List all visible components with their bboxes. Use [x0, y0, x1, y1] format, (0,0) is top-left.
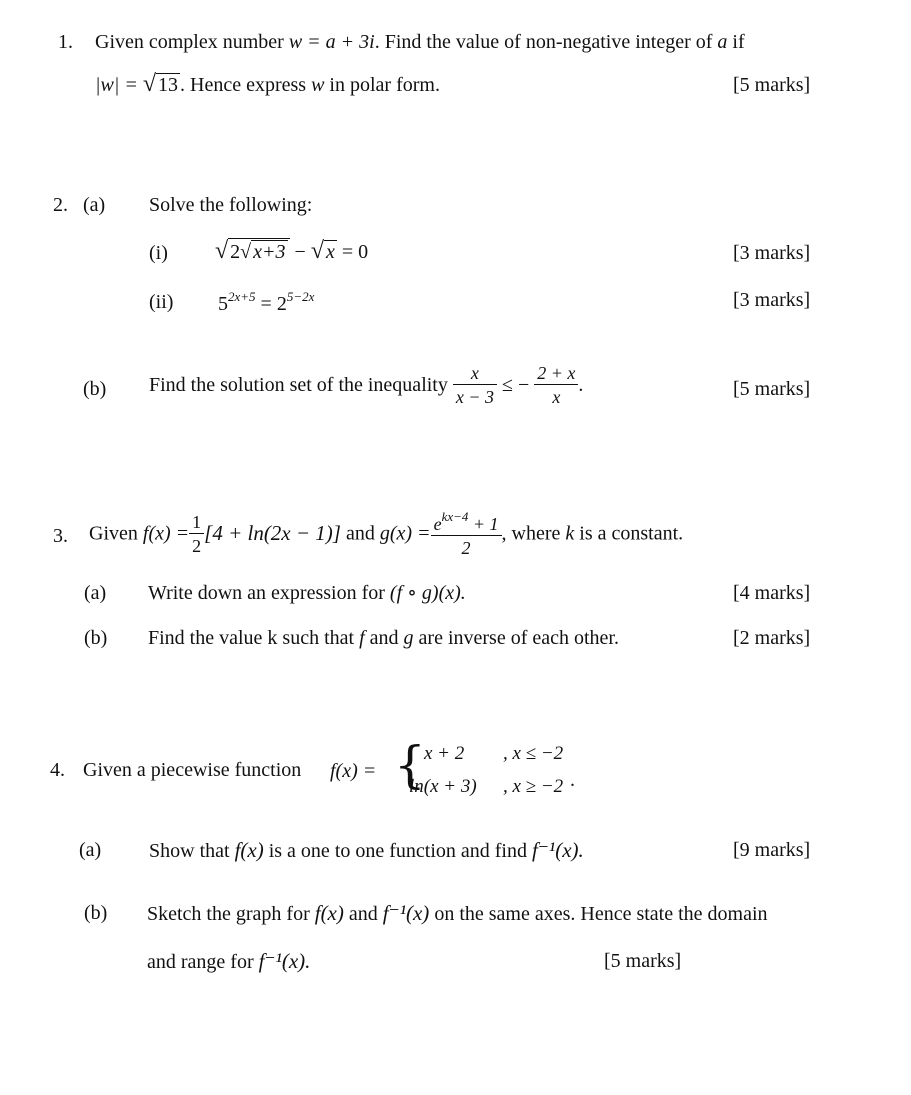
q3-g-fraction: $\frac{e^{kx-4} + 1}{2}$	[431, 510, 502, 557]
q1-line1	[95, 32, 745, 52]
q3-half-fraction: $\frac{1}{2}$	[189, 513, 204, 555]
sqrt-symbol-icon: √	[215, 238, 229, 264]
q2b-label: (b)	[83, 378, 107, 400]
q1-modulus: |w| =	[95, 74, 138, 96]
q4-text: Given a piecewise function	[83, 759, 302, 781]
q4b-text-line1: Sketch the graph for f(x) and f⁻¹(x) on the same axes. Hence state the domain	[147, 901, 768, 925]
q1-text-if: if	[732, 31, 745, 53]
q4-case2-cond: , x ≥ −2	[503, 776, 564, 797]
q4a-inverse: f⁻¹(x).	[532, 838, 584, 862]
q2aii-equation: $5^{2x+5} = 2^{5-2x}$	[218, 289, 315, 315]
q2ai-sqrt-x: x	[325, 241, 335, 263]
q3b-label: (b)	[84, 627, 108, 649]
q1-text-hence: . Hence express	[180, 74, 307, 96]
q1-sqrt-arg: 13	[158, 74, 179, 96]
q1-marks: [5 marks]	[733, 74, 811, 96]
q4b-marks: [5 marks]	[604, 950, 682, 972]
q4-f-lhs: f(x) =	[330, 760, 377, 782]
q3a-label: (a)	[84, 582, 107, 604]
q2-number: 2.	[53, 194, 68, 216]
q4-case1-expr: x + 2	[424, 743, 465, 764]
q2ai-label: (i)	[149, 242, 168, 264]
q1-line2	[95, 72, 440, 96]
q3a-composite-expr: (f ∘ g)(x).	[389, 582, 466, 604]
q4a-marks: [9 marks]	[733, 839, 811, 861]
q3b-text: Find the value k such that f and g are inverse of each other.	[148, 627, 619, 649]
q4b-text-line2: and range for f⁻¹(x).	[147, 949, 311, 973]
q1-text-given: Given complex number	[95, 31, 284, 53]
sqrt-symbol-icon: √	[142, 71, 157, 97]
q1-number: 1.	[58, 31, 73, 53]
q3a-text: Write down an expression for (f ∘ g)(x).	[148, 582, 466, 604]
q3b-marks: [2 marks]	[733, 627, 811, 649]
q2b-marks: [5 marks]	[733, 378, 811, 400]
q2aii-label: (ii)	[149, 291, 174, 313]
q3-statement: Given f(x) = $\frac{1}{2}$ [4 + ln(2x − 1)] and g(x) = $\frac{e^{kx-4} + 1}{2}$ , where k is a constant.	[89, 509, 684, 558]
q2b-text: Find the solution set of the inequality $\frac{x}{x - 3}$ ≤ − $\frac{2 + x}{x}$ .	[149, 363, 584, 407]
q2aii-marks: [3 marks]	[733, 289, 811, 311]
q1-text-find: . Find the value of non-negative integer of	[374, 31, 713, 53]
q2a-label: (a)	[83, 194, 106, 216]
q1-var-w: w	[311, 74, 325, 96]
q2b-fraction-right: $\frac{2 + x}{x}$	[534, 364, 578, 406]
q4b-label: (b)	[84, 902, 108, 924]
q4a-text: Show that f(x) is a one to one function and find f⁻¹(x).	[149, 838, 584, 862]
q2ai-marks: [3 marks]	[733, 242, 811, 264]
q3-g-lhs: g(x) =	[379, 522, 431, 545]
q2ai-equation: √ 2√ x+3 − √ x = 0	[215, 238, 369, 264]
q4-case-end: .	[570, 769, 575, 791]
q2b-fraction-left: $\frac{x}{x - 3}$	[453, 364, 497, 406]
q4-case2-expr: ln(x + 3)	[409, 776, 477, 797]
q4a-label: (a)	[79, 839, 102, 861]
q3a-marks: [4 marks]	[733, 582, 811, 604]
q3-f-body: [4 + ln(2x − 1)]	[204, 521, 341, 545]
q2a-text: Solve the following:	[149, 194, 313, 216]
sqrt-symbol-icon: √	[310, 238, 324, 264]
q3-number: 3.	[53, 525, 68, 547]
q2ai-rhs: = 0	[341, 241, 369, 263]
q3-f-lhs: f(x) =	[142, 522, 190, 545]
q1-w-definition: w = a + 3i	[288, 31, 375, 53]
q2ai-outer-radicand: 2√ x+3	[228, 238, 289, 262]
sqrt-symbol-icon: √	[240, 241, 252, 263]
q4-case1-cond: , x ≤ −2	[503, 743, 564, 764]
q1-var-a: a	[717, 31, 728, 53]
left-brace-icon: {	[394, 736, 426, 794]
q1-text-polar: in polar form.	[329, 74, 440, 96]
q4-number: 4.	[50, 759, 65, 781]
